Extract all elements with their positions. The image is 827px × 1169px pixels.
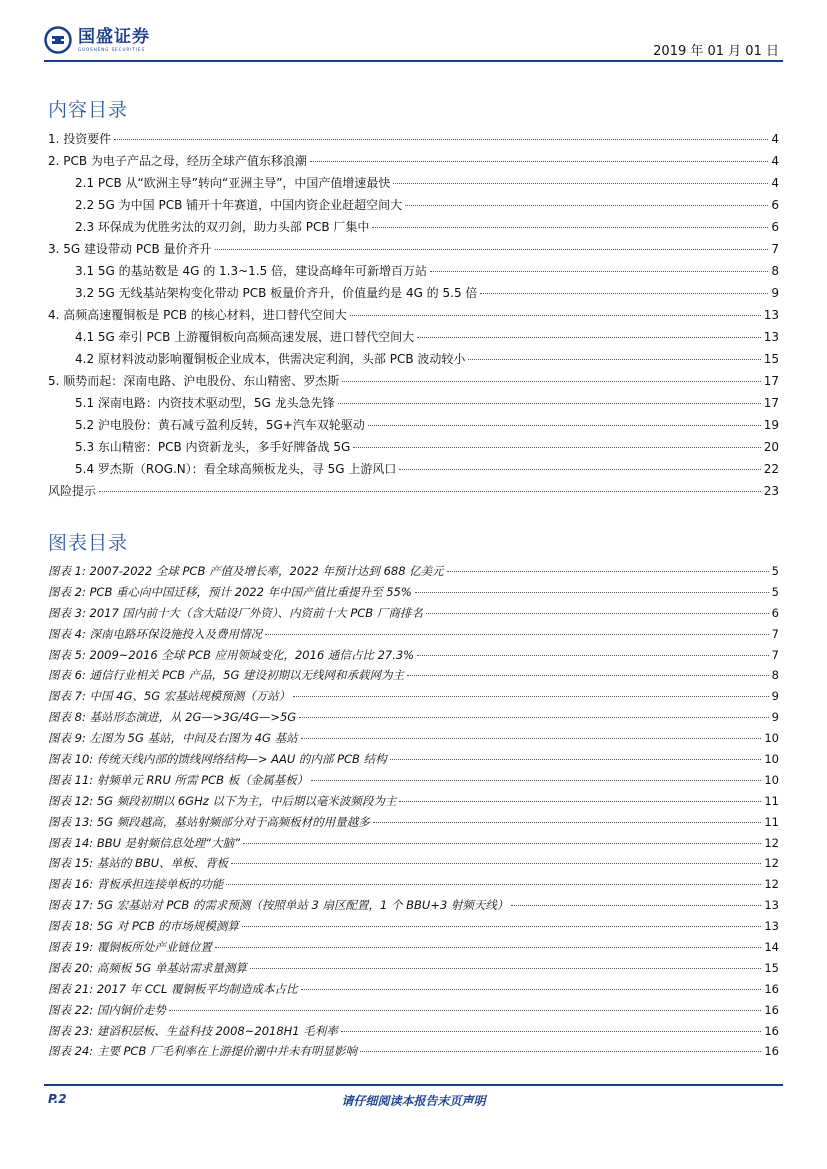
- figure-entry-title: 图表 18: 5G 对 PCB 的市场规模测算: [48, 919, 239, 934]
- figure-entry-page: 12: [764, 856, 779, 871]
- figure-entry-title: 图表 6: 通信行业相关 PCB 产品，5G 建设初期以无线网和承载网为主: [48, 668, 405, 683]
- dot-leader: [372, 227, 768, 228]
- figure-entry-page: 5: [771, 584, 779, 599]
- toc-title: 内容目录: [48, 99, 129, 121]
- dot-leader: [215, 947, 762, 948]
- page-number: P.2: [48, 1092, 67, 1106]
- figures-title: 图表目录: [48, 532, 129, 554]
- toc-entry-page: 6: [771, 220, 779, 234]
- figure-entry[interactable]: [48, 981, 779, 1002]
- figure-entry-page: 13: [764, 898, 779, 913]
- figure-entry-title: 图表 16: 背板承担连接单板的功能: [48, 877, 224, 892]
- figure-entry-page: 13: [764, 919, 779, 934]
- dot-leader: [169, 1010, 762, 1011]
- figure-entry-title: 图表 15: 基站的 BBU、单板、背板: [48, 856, 229, 871]
- toc-entry[interactable]: [48, 328, 779, 350]
- toc-entry-page: 13: [763, 308, 779, 322]
- toc-entry-title: 4.1 5G 牵引 PCB 上游覆铜板向高频高速发展，进口替代空间大: [75, 330, 415, 344]
- figure-entry-page: 11: [764, 814, 779, 829]
- dot-leader: [342, 381, 760, 382]
- dot-leader: [511, 905, 761, 906]
- figure-entry-page: 7: [771, 626, 779, 641]
- toc-entry-page: 6: [771, 198, 779, 212]
- toc-entry-page: 19: [763, 418, 779, 432]
- toc-entry-page: 23: [763, 484, 779, 498]
- dot-leader: [341, 1031, 762, 1032]
- figure-entry-title: 图表 2: PCB 重心向中国迁移，预计 2022 年中国产值比重提升至 55%: [48, 584, 412, 599]
- dot-leader: [399, 801, 761, 802]
- figure-entry-title: 图表 5: 2009~2016 全球 PCB 应用领域变化，2016 通信占比 27.3%: [48, 647, 415, 662]
- toc-entry[interactable]: [48, 218, 779, 240]
- toc-entry[interactable]: [48, 416, 779, 438]
- dot-leader: [243, 843, 761, 844]
- toc-entry[interactable]: [48, 196, 779, 218]
- dot-leader: [399, 469, 760, 470]
- figure-entry-title: 图表 23: 建滔积层板、生益科技 2008~2018H1 毛利率: [48, 1023, 338, 1038]
- toc-entry[interactable]: [48, 372, 779, 394]
- toc-entry-page: 13: [763, 330, 779, 344]
- figure-entry[interactable]: [48, 1002, 779, 1023]
- dot-leader: [447, 571, 769, 572]
- toc-entry-title: 3.2 5G 无线基站架构变化带动 PCB 板量价齐升，价值量约是 4G 的 5.5 倍: [75, 286, 478, 300]
- figure-entry-title: 图表 21: 2017 年 CCL 覆铜板平均制造成本占比: [48, 981, 298, 996]
- toc-entry[interactable]: [48, 482, 779, 504]
- figure-entry[interactable]: [48, 960, 779, 981]
- figure-entry-page: 10: [764, 752, 779, 767]
- figure-entry-page: 6: [771, 605, 779, 620]
- figure-entry-title: 图表 1: 2007-2022 全球 PCB 产值及增长率，2022 年预计达到 688 亿美元: [48, 564, 444, 578]
- figure-entry-title: 图表 7: 中国 4G、5G 宏基站规模预测（万站）: [48, 689, 291, 704]
- toc-entry[interactable]: [48, 438, 779, 460]
- dot-leader: [417, 655, 769, 656]
- logo-subtitle: GUOSHENG SECURITIES: [78, 47, 146, 52]
- figure-entry-page: 16: [764, 981, 779, 996]
- figure-entry[interactable]: [48, 876, 779, 897]
- toc-entry[interactable]: [48, 130, 779, 152]
- toc-entry-title: 4. 高频高速覆铜板是 PCB 的核心材料，进口替代空间大: [48, 308, 347, 322]
- dot-leader: [393, 183, 768, 184]
- dot-leader: [310, 161, 768, 162]
- figure-entry-page: 5: [771, 564, 779, 578]
- dot-leader: [114, 139, 768, 140]
- toc-entry[interactable]: [48, 306, 779, 328]
- toc-entry-title: 5.4 罗杰斯（ROG.N）：看全球高频板龙头，寻 5G 上游风口: [75, 462, 397, 476]
- dot-leader: [368, 425, 761, 426]
- toc-entry-title: 4.2 原材料波动影响覆铜板企业成本，供需决定利润，头部 PCB 波动较小: [75, 352, 466, 366]
- dot-leader: [250, 968, 762, 969]
- dot-leader: [407, 675, 769, 676]
- toc-entry[interactable]: [48, 350, 779, 372]
- dot-leader: [426, 613, 769, 614]
- dot-leader: [373, 822, 762, 823]
- report-date: 2019 年 01 月 01 日: [653, 44, 779, 59]
- dot-leader: [430, 271, 768, 272]
- toc-entry[interactable]: [48, 460, 779, 482]
- toc-entry-title: 2.2 5G 为中国 PCB 铺开十年赛道，中国内资企业赶超空间大: [75, 198, 403, 212]
- dot-leader: [338, 403, 761, 404]
- toc-entry-title: 风险提示: [48, 484, 97, 498]
- dot-leader: [417, 337, 761, 338]
- figure-entry[interactable]: [48, 918, 779, 939]
- logo-name: 国盛证券: [78, 27, 150, 47]
- page-header: [0, 0, 827, 70]
- dot-leader: [360, 1051, 761, 1052]
- toc-entry-title: 5. 顺势而起：深南电路、沪电股份、东山精密、罗杰斯: [48, 374, 340, 388]
- toc-entry-page: 7: [771, 242, 779, 256]
- header-divider: [44, 60, 783, 62]
- dot-leader: [415, 592, 769, 593]
- figure-entry[interactable]: [48, 939, 779, 960]
- toc-entry-page: 4: [771, 154, 779, 168]
- figure-entry-title: 图表 3: 2017 国内前十大（含大陆设厂外资）、内资前十大 PCB 厂商排名: [48, 605, 423, 620]
- toc-entry-page: 22: [763, 462, 779, 476]
- toc-entry-page: 17: [763, 374, 779, 388]
- toc-entry-title: 3. 5G 建设带动 PCB 量价齐升: [48, 242, 212, 256]
- figure-entry-page: 8: [771, 668, 779, 683]
- toc-entry-title: 5.1 深南电路：内资技术驱动型，5G 龙头急先锋: [75, 396, 335, 410]
- figure-entry-title: 图表 17: 5G 宏基站对 PCB 的需求预测（按照单站 3 扇区配置，1 个 BBU+3 射频天线）: [48, 898, 509, 913]
- dot-leader: [468, 359, 760, 360]
- figure-entry[interactable]: [48, 730, 779, 751]
- toc-entry-page: 15: [763, 352, 779, 366]
- figure-entry-page: 9: [771, 689, 779, 704]
- figure-entry-page: 7: [771, 647, 779, 662]
- toc-entry-title: 2.1 PCB 从“欧洲主导”转向“亚洲主导”，中国产值增速最快: [75, 176, 391, 190]
- dot-leader: [350, 315, 761, 316]
- figure-entry-page: 12: [764, 835, 779, 850]
- toc-entry-page: 9: [771, 286, 779, 300]
- toc-entry-title: 1. 投资要件: [48, 132, 112, 146]
- figure-entry[interactable]: [48, 563, 779, 584]
- dot-leader: [353, 447, 760, 448]
- toc-entry[interactable]: [48, 262, 779, 284]
- figure-entry-page: 15: [764, 960, 779, 975]
- dot-leader: [215, 249, 769, 250]
- figure-entry[interactable]: [48, 1043, 779, 1064]
- figure-entry[interactable]: [48, 814, 779, 835]
- dot-leader: [299, 717, 768, 718]
- figure-entry-title: 图表 20: 高频板 5G 单基站需求量测算: [48, 960, 247, 975]
- toc-entry-page: 4: [771, 132, 779, 146]
- figure-entry[interactable]: [48, 793, 779, 814]
- figures-list: [48, 563, 779, 1064]
- figure-entry[interactable]: [48, 897, 779, 918]
- dot-leader: [405, 205, 768, 206]
- toc-entry-page: 17: [763, 396, 779, 410]
- figure-entry-page: 16: [764, 1044, 779, 1059]
- footer-divider: [44, 1084, 783, 1086]
- toc-entry-page: 4: [771, 176, 779, 190]
- dot-leader: [311, 780, 761, 781]
- figure-entry-page: 10: [764, 731, 779, 746]
- dot-leader: [293, 696, 768, 697]
- figure-entry-title: 图表 24: 主要 PCB 厂毛利率在上游提价潮中并未有明显影响: [48, 1044, 357, 1059]
- figure-entry-page: 12: [764, 877, 779, 892]
- toc-entry-title: 5.2 沪电股份：黄石减亏盈利反转，5G+汽车双轮驱动: [75, 418, 365, 432]
- toc-entry-title: 2.3 环保成为优胜劣汰的双刃剑，助力头部 PCB 厂集中: [75, 220, 370, 234]
- dot-leader: [301, 989, 762, 990]
- figure-entry[interactable]: [48, 772, 779, 793]
- toc-entry-page: 8: [771, 264, 779, 278]
- figure-entry[interactable]: [48, 688, 779, 709]
- toc-entry-title: 5.3 东山精密：PCB 内资新龙头，多手好牌备战 5G: [75, 440, 351, 454]
- figure-entry[interactable]: [48, 855, 779, 876]
- dot-leader: [99, 491, 761, 492]
- figure-entry[interactable]: [48, 1023, 779, 1044]
- figure-entry[interactable]: [48, 667, 779, 688]
- figure-entry[interactable]: [48, 751, 779, 772]
- figure-entry-title: 图表 14: BBU 是射频信息处理“大脑”: [48, 835, 241, 850]
- figure-entry[interactable]: [48, 626, 779, 647]
- figure-entry[interactable]: [48, 709, 779, 730]
- figure-entry-title: 图表 8: 基站形态演进，从 2G—>3G/4G—>5G: [48, 710, 297, 725]
- figure-entry-title: 图表 13: 5G 频段越高，基站射频部分对于高频板材的用量越多: [48, 814, 370, 829]
- figure-entry[interactable]: [48, 647, 779, 668]
- figure-entry-title: 图表 11: 射频单元 RRU 所需 PCB 板（金属基板）: [48, 772, 309, 787]
- dot-leader: [390, 759, 762, 760]
- figure-entry-title: 图表 22: 国内铜价走势: [48, 1002, 166, 1017]
- figure-entry-title: 图表 10: 传统天线内部的馈线网络结构—> AAU 的内部 PCB 结构: [48, 752, 387, 767]
- dot-leader: [480, 293, 768, 294]
- figure-entry-title: 图表 12: 5G 频段初期以 6GHz 以下为主，中后期以毫米波频段为主: [48, 793, 397, 808]
- dot-leader: [242, 926, 761, 927]
- dot-leader: [301, 738, 762, 739]
- toc-entry-title: 2. PCB 为电子产品之母，经历全球产值东移浪潮: [48, 154, 307, 168]
- toc-entry[interactable]: [48, 394, 779, 416]
- toc-entry-title: 3.1 5G 的基站数是 4G 的 1.3~1.5 倍，建设高峰年可新增百万站: [75, 264, 428, 278]
- figure-entry-title: 图表 9: 左图为 5G 基站，中间及右图为 4G 基站: [48, 731, 298, 746]
- dot-leader: [226, 884, 761, 885]
- figure-entry[interactable]: [48, 584, 779, 605]
- figure-entry-page: 14: [764, 940, 779, 955]
- figure-entry-page: 10: [764, 772, 779, 787]
- disclaimer-note: 请仔细阅读本报告末页声明: [341, 1094, 486, 1108]
- figure-entry-title: 图表 19: 覆铜板所处产业链位置: [48, 940, 212, 955]
- toc-entry[interactable]: [48, 174, 779, 196]
- company-logo: [44, 26, 150, 54]
- toc-list: [48, 130, 779, 504]
- figure-entry-page: 16: [764, 1002, 779, 1017]
- toc-entry-page: 20: [763, 440, 779, 454]
- dot-leader: [231, 863, 761, 864]
- toc-entry[interactable]: [48, 284, 779, 306]
- dot-leader: [265, 634, 769, 635]
- figure-entry-page: 9: [771, 710, 779, 725]
- logo-icon: [44, 26, 72, 54]
- figure-entry[interactable]: [48, 605, 779, 626]
- figure-entry-page: 11: [764, 793, 779, 808]
- figure-entry[interactable]: [48, 835, 779, 856]
- figure-entry-title: 图表 4: 深南电路环保设施投入及费用情况: [48, 626, 263, 641]
- toc-entry[interactable]: [48, 240, 779, 262]
- toc-entry[interactable]: [48, 152, 779, 174]
- figure-entry-page: 16: [764, 1023, 779, 1038]
